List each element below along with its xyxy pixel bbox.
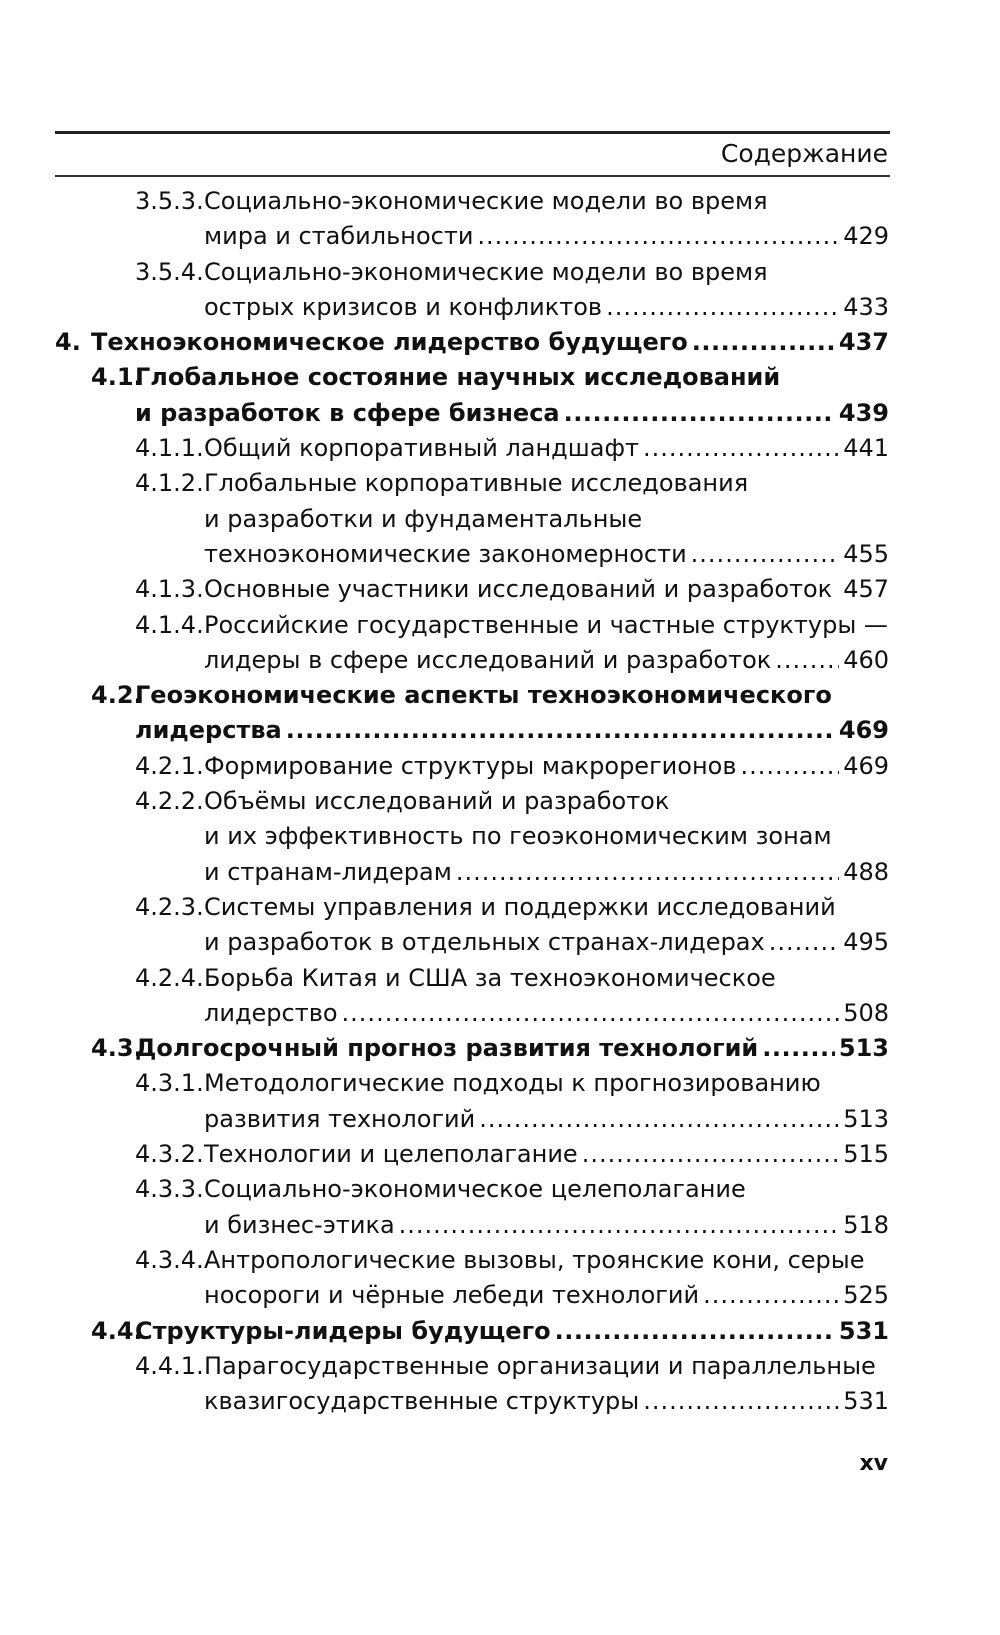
toc-entry-continuation [55,855,889,890]
toc-entry-text-row [204,431,889,466]
toc-entry-continuation [55,537,889,572]
toc-entry [55,1243,889,1278]
toc-entry [55,961,889,996]
toc-page-number: 437 [838,328,889,357]
toc-page-number: 518 [843,1210,889,1239]
toc-entry-text-row [204,608,888,643]
toc-entry-continuation [55,1384,889,1419]
toc-entry-title: Глобальное состояние научных исследований [135,363,781,392]
dot-leader [342,996,840,1031]
toc-entry-text-row [204,1172,746,1207]
toc-entry-text-row [204,466,748,501]
toc-entry-text-row [135,396,889,431]
toc-entry-number: 4.1.2. [135,469,204,498]
toc-entry [55,784,889,819]
toc-entry [55,184,889,219]
toc-entry-title: квазигосударственные структуры [204,1387,640,1416]
toc-entry-continuation [55,713,889,748]
toc-entry-title: и бизнес-этика [204,1210,395,1239]
toc-page-number: 460 [843,645,889,674]
toc-entry [55,1172,889,1207]
toc-page-number: 429 [843,222,889,251]
dot-leader [643,1384,839,1419]
toc-entry [55,255,889,290]
toc-page-number: 508 [843,998,889,1027]
toc-page-number: 441 [843,434,889,463]
dot-leader [775,643,839,678]
toc-entry-title: острых кризисов и конфликтов [204,292,603,321]
toc-entry-text-row [204,184,768,219]
toc-entry-title: Социально-экономические модели во время [204,257,768,286]
running-header: Содержание [720,139,888,168]
toc-entry [55,1137,889,1172]
toc-entry-title: Технологии и целеполагание [204,1140,578,1169]
toc-entry-number: 4. [55,328,81,357]
toc-entry-continuation [55,819,889,854]
toc-entry-number: 4.1.1. [135,434,204,463]
toc-entry-title: Общий корпоративный ландшафт [204,434,639,463]
toc-entry-number: 4.1.3. [135,575,204,604]
toc-entry-text-row [204,961,776,996]
toc-entry-number: 4.1. [91,363,143,392]
toc-entry [55,1031,889,1066]
dot-leader [762,1031,835,1066]
toc-entry [55,431,889,466]
toc-page-number: 439 [838,398,889,427]
toc-entry-text-row [135,678,832,713]
toc-entry-text-row [135,1314,889,1349]
toc-entry-text-row [204,925,889,960]
dot-leader [399,1208,840,1243]
dot-leader [691,537,840,572]
table-of-contents [55,184,889,1419]
toc-entry-text-row [204,643,889,678]
toc-entry-text-row [204,1137,889,1172]
toc-entry-title: Социально-экономические модели во время [204,187,768,215]
toc-entry-continuation [55,290,889,325]
toc-entry-title: и разработок в отдельных странах-лидерах [204,928,765,957]
toc-page-number: 495 [843,928,889,957]
toc-entry-continuation [55,1208,889,1243]
dot-leader [643,431,839,466]
dot-leader [692,325,835,360]
toc-entry-title: лидеры в сфере исследований и разработок [204,645,772,674]
toc-entry-text-row [204,996,889,1031]
toc-entry-text-row [204,1066,821,1101]
toc-entry-title: Формирование структуры макрорегионов [204,751,737,780]
toc-entry-text-row [204,1349,876,1384]
toc-entry-title: техноэкономические закономерности [204,539,687,568]
toc-entry-text-row [204,1208,889,1243]
toc-page-number: 455 [843,539,889,568]
toc-entry [55,749,889,784]
toc-page-number: 515 [843,1140,889,1169]
toc-entry-title: Объёмы исследований и разработок [204,787,670,816]
toc-page-number: 531 [843,1387,889,1416]
dot-leader [479,1102,839,1137]
toc-entry [55,325,889,360]
toc-entry-text-row [135,360,780,395]
toc-entry-continuation [55,502,889,537]
toc-entry-number: 4.3.3. [135,1175,204,1204]
toc-page-number: 457 [843,575,889,604]
toc-entry-text-row [204,819,832,854]
toc-entry-title: развития технологий [204,1104,476,1133]
toc-page-number: 525 [843,1281,889,1310]
toc-entry-title: Глобальные корпоративные исследования [204,469,749,498]
dot-leader [769,925,839,960]
toc-entry-continuation [55,1102,889,1137]
dot-leader [740,749,839,784]
dot-leader [564,396,835,431]
toc-entry-number: 4.4.1. [135,1351,204,1380]
toc-entry [55,1314,889,1349]
toc-entry-title: и разработки и фундаментальные [204,504,643,533]
toc-entry-title: Структуры-лидеры будущего [135,1316,551,1345]
toc-entry-text-row [204,537,889,572]
toc-entry-title: Геоэкономические аспекты техноэкономического [135,681,832,710]
toc-entry-text-row [135,1031,889,1066]
toc-entry-continuation [55,219,889,254]
toc-entry-continuation [55,925,889,960]
toc-entry-text-row [135,713,889,748]
toc-entry-number: 4.2.3. [135,892,204,921]
toc-entry-text-row [204,1102,889,1137]
toc-entry-text-row [204,1384,889,1419]
header-rule-bottom [55,175,890,177]
toc-entry-number: 4.4. [91,1316,143,1345]
toc-entry-number: 4.2. [91,681,143,710]
toc-entry-title: лидерство [204,998,338,1027]
toc-entry-number: 4.3.4. [135,1245,204,1274]
toc-entry-text-row [91,325,889,360]
dot-leader [477,219,839,254]
toc-entry-title: и странам-лидерам [204,857,452,886]
toc-page-number: 433 [843,292,889,321]
toc-entry [55,466,889,501]
toc-entry-text-row [204,255,768,290]
header-rule-top [55,131,890,134]
toc-entry [55,1349,889,1384]
toc-page-number: 469 [843,751,889,780]
toc-entry-title: Российские государственные и частные структуры — [204,610,888,639]
toc-entry [55,890,889,925]
toc-entry-continuation [55,996,889,1031]
toc-entry-text-row [204,219,889,254]
toc-entry-title: Парагосударственные организации и параллельные [204,1351,876,1380]
toc-entry-title: Техноэкономическое лидерство будущего [91,328,688,357]
toc-page-number: 488 [843,857,889,886]
dot-leader [555,1314,835,1349]
toc-entry [55,360,889,395]
toc-entry-text-row [204,502,642,537]
toc-page-number: 513 [843,1104,889,1133]
toc-entry-title: Основные участники исследований и разработок [204,575,833,604]
toc-entry-title: и их эффективность по геоэкономическим зонам [204,822,832,851]
toc-entry-text-row [204,1243,864,1278]
toc-entry-number: 4.3. [91,1034,143,1063]
toc-entry-number: 3.5.4. [135,257,204,286]
toc-entry-continuation [55,643,889,678]
toc-entry-title: мира и стабильности [204,222,474,251]
toc-entry [55,608,889,643]
dot-leader [582,1137,840,1172]
toc-entry-number: 4.2.2. [135,787,204,816]
toc-entry-text-row [204,749,889,784]
toc-entry-continuation [55,1278,889,1313]
toc-page-number: 531 [838,1316,889,1345]
toc-entry-title: и разработок в сфере бизнеса [135,398,560,427]
toc-entry-title: Антропологические вызовы, троянские кони, серые [204,1245,865,1274]
toc-entry-title: Борьба Китая и США за техноэкономическое [204,963,776,992]
toc-page-number: 469 [838,716,889,745]
toc-entry-continuation [55,396,889,431]
toc-entry-text-row [204,855,889,890]
page-number: xv [859,1451,888,1476]
dot-leader [703,1278,839,1313]
dot-leader [286,713,835,748]
toc-entry-text-row [204,290,889,325]
toc-entry-title: Системы управления и поддержки исследований [204,892,836,921]
toc-entry-text-row [204,890,836,925]
toc-entry-title: носороги и чёрные лебеди технологий [204,1281,700,1310]
dot-leader [456,855,839,890]
toc-entry-number: 3.5.3. [135,187,204,215]
toc-entry-title: лидерства [135,716,282,745]
toc-entry-text-row [204,784,669,819]
toc-entry-number: 4.2.4. [135,963,204,992]
toc-entry [55,572,889,607]
toc-entry-number: 4.3.2. [135,1140,204,1169]
toc-entry [55,678,889,713]
toc-page-number: 513 [838,1034,889,1063]
toc-entry-title: Долгосрочный прогноз развития технологий [135,1034,759,1063]
toc-entry-number: 4.3.1. [135,1069,204,1098]
dot-leader [606,290,839,325]
toc-entry-number: 4.2.1. [135,751,204,780]
toc-entry [55,1066,889,1101]
toc-entry-title: Методологические подходы к прогнозированию [204,1069,821,1098]
toc-entry-title: Социально-экономическое целеполагание [204,1175,746,1204]
toc-entry-text-row [204,1278,889,1313]
toc-entry-text-row [204,572,889,607]
toc-entry-number: 4.1.4. [135,610,204,639]
